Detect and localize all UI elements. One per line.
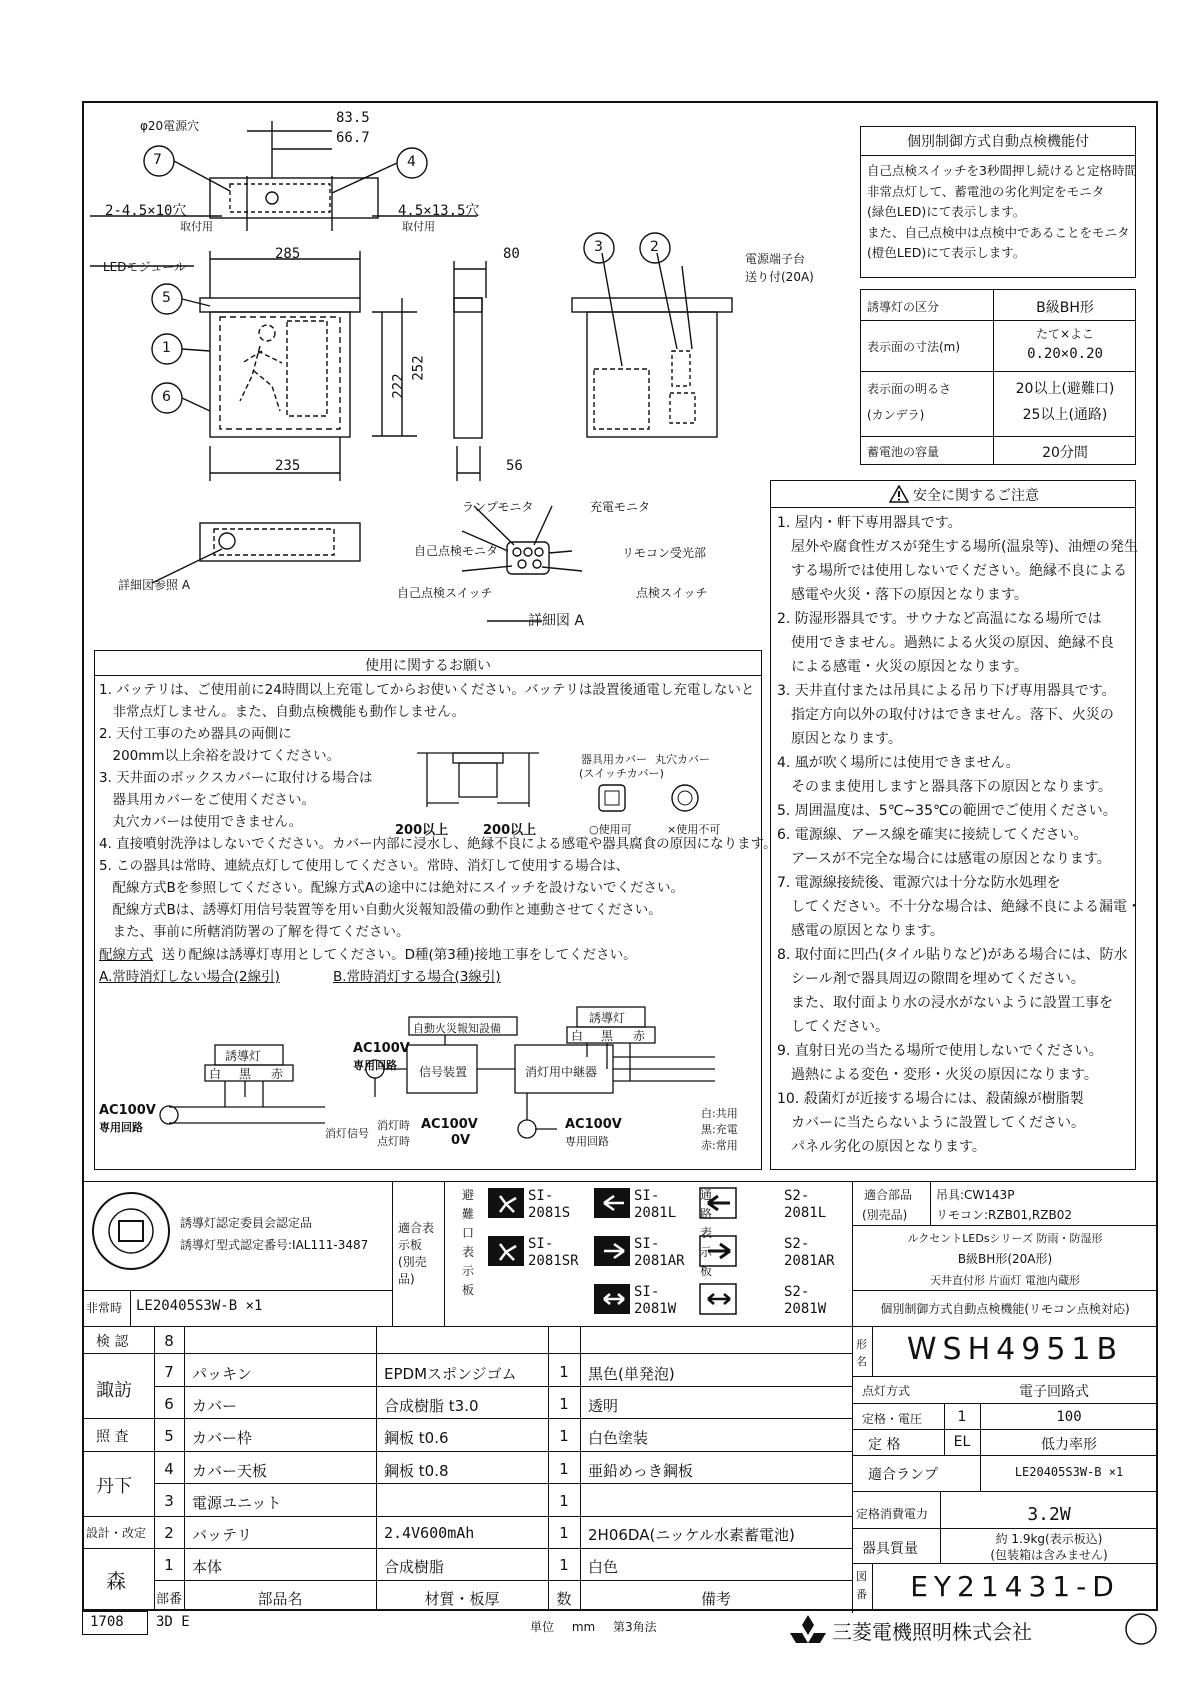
usage-box — [94, 650, 777, 1170]
side-design: 設計・改定 — [86, 1526, 147, 1540]
header-qty: 数 — [556, 1590, 572, 1608]
part-note: 黒色(単発泡) — [588, 1365, 675, 1383]
on-time-label: 点灯時 — [377, 1135, 410, 1148]
panel-si-2081sr: SI-2081SR — [528, 1236, 579, 1269]
fire-alarm-label: 自動火災報知設備 — [413, 1022, 501, 1035]
registered-circle-icon — [1124, 1612, 1158, 1646]
safety-line: してください。不十分な場合は、絶縁不良による漏電・ — [777, 899, 1141, 915]
remote-receiver-label: リモコン受光部 — [622, 546, 707, 560]
callout-4: 4 — [407, 154, 416, 170]
warning-icon — [889, 485, 909, 503]
usage-line: 配線方式Bは、誘導灯用信号装置等を用い自動火災報知設備の動作と連動させてください。 — [99, 902, 662, 918]
self-check-switch-label: 自己点検スイッチ — [397, 586, 493, 600]
part-qty: 1 — [559, 1492, 569, 1510]
spec-size-sub: たて×よこ — [1035, 327, 1095, 341]
terminal-sub: 送り付(20A) — [745, 270, 814, 284]
compat-hanger: 吊具:CW143P — [936, 1188, 1015, 1202]
weight-note: (包装箱は含みません) — [990, 1548, 1108, 1562]
mount-holes-sub: 取付用 — [180, 220, 213, 233]
dim-285: 285 — [275, 246, 301, 262]
emergency-value: LE20405S3W-B ×1 — [136, 1298, 263, 1314]
safety-line: 10. 殺菌灯が近接する場合には、殺菌線が樹脂製 — [777, 1091, 1084, 1107]
spec-box — [860, 289, 1136, 465]
lamp-value: LE20405S3W-B ×1 — [1014, 1465, 1124, 1479]
feature-title: 個別制御方式自動点検機能付 — [907, 134, 1089, 150]
usage-line: 器具用カバーをご使用ください。 — [99, 792, 315, 808]
part-qty: 1 — [559, 1556, 569, 1574]
rating-label: 定 格 — [868, 1437, 901, 1453]
part-qty: 1 — [559, 1460, 569, 1478]
side-check: 照 査 — [96, 1429, 129, 1445]
safety-line: アースが不完全な場合には感電の原因となります。 — [777, 851, 1111, 867]
part-material: 2.4V600mAh — [384, 1524, 475, 1542]
model-number: WSH4951B — [906, 1332, 1124, 1367]
header-part-no: 部番 — [155, 1592, 182, 1607]
product-class: B級BH形(20A形) — [957, 1252, 1053, 1266]
part-qty: 1 — [559, 1395, 569, 1413]
rated-voltage-value: 100 — [1056, 1409, 1082, 1425]
wiring-text: 送り配線は誘導灯専用としてください。D種(第3種)接地工事をしてください。 — [161, 947, 637, 963]
panel-si-2081s: SI-2081S — [528, 1188, 571, 1221]
self-check-monitor-label: 自己点検モニタ — [414, 544, 499, 558]
compat-remote: リモコン:RZB01,RZB02 — [936, 1208, 1072, 1222]
usage-line: 2. 天付工事のため器具の両側に — [99, 726, 292, 742]
wiring-a-lamp: 誘導灯 — [225, 1049, 262, 1063]
safety-line: してください。 — [777, 1019, 889, 1035]
part-name: パッキン — [192, 1365, 252, 1383]
spec-class-value: B級BH形 — [1036, 300, 1094, 316]
legend-white: 白:共用 — [701, 1107, 738, 1120]
dim-222: 222 — [390, 373, 407, 399]
safety-line: 2. 防湿形器具です。サウナなど高温になる場所では — [777, 611, 1102, 627]
wiring-b-red: 赤 — [633, 1029, 646, 1043]
part-no: 6 — [164, 1395, 174, 1413]
feature-line: (緑色LED)にて表示します。 — [867, 204, 1026, 219]
cover-a-sub: (スイッチカバー) — [579, 767, 664, 780]
safety-line: 感電や火災・落下の原因となります。 — [777, 587, 1028, 603]
safety-line: 指定方向以外の取付けはできません。落下、火災の — [777, 707, 1114, 723]
rating-value: 低力率形 — [1041, 1437, 1097, 1453]
wiring-b-lamp: 誘導灯 — [589, 1011, 626, 1025]
usage-line: 配線方式Bを参照してください。配線方式Aの途中には絶対にスイッチを設けないでください。 — [99, 880, 684, 896]
part-qty: 1 — [559, 1524, 569, 1542]
off-time-label: 消灯時 — [377, 1119, 410, 1132]
safety-line: 3. 天井直付または吊具による吊り下げ専用器具です。 — [777, 683, 1116, 699]
wiring-b-black: 黒 — [601, 1029, 614, 1043]
safety-line: 1. 屋内・軒下専用器具です。 — [777, 515, 962, 531]
product-drawing — [82, 101, 862, 661]
safety-line: 6. 電源線、アース線を確実に接続してください。 — [777, 827, 1088, 843]
wiring-a-source-sub: 専用回路 — [99, 1121, 143, 1134]
part-note: 白色 — [588, 1558, 619, 1576]
certification-seal-icon — [90, 1190, 172, 1272]
panel-si-2081l: SI-2081L — [634, 1188, 677, 1221]
feature-text — [867, 161, 1137, 264]
detail-title: 詳細図 A — [528, 613, 585, 629]
dim-252: 252 — [410, 355, 427, 381]
usage-line: 非常点灯しません。また、自動点検機能も動作しません。 — [99, 704, 466, 720]
compat-label-sub: (別売品) — [862, 1208, 908, 1222]
lamp-label: 適合ランプ — [868, 1467, 938, 1483]
usage-line: 1. バッテリは、ご使用前に24時間以上充電してからお使いください。バッテリは設置後通電し充電しないと — [99, 682, 755, 698]
clearance-diagram — [413, 747, 543, 821]
dim-56: 56 — [506, 458, 523, 474]
safety-line: 8. 取付面に凹凸(タイル貼りなど)がある場合には、防水 — [777, 947, 1128, 963]
callout-7: 7 — [153, 152, 162, 168]
legend-black: 黒:充電 — [701, 1123, 738, 1136]
off-voltage: AC100V — [421, 1117, 478, 1132]
feature-line: 自己点検スイッチを3秒間押し続けると定格時間 — [867, 163, 1137, 178]
wiring-b-ac-sub: 専用回路 — [565, 1135, 609, 1148]
relay-label: 消灯用中継器 — [525, 1065, 598, 1079]
part-name: カバー — [192, 1397, 238, 1415]
lamp-monitor-label: ランプモニタ — [462, 500, 534, 514]
weight-value: 約 1.9kg(表示板込) — [995, 1532, 1103, 1546]
safety-line: そのまま使用しますと器具落下の原因となります。 — [777, 779, 1112, 795]
emergency-label: 非常時 — [86, 1301, 123, 1315]
spec-battery-value: 20分間 — [1042, 445, 1088, 461]
safety-line: による感電・火災の原因となります。 — [777, 659, 1028, 675]
wiring-title: 配線方式 — [99, 947, 153, 963]
spec-battery-label: 蓄電池の容量 — [867, 445, 940, 459]
cert-line2: 誘導灯型式認定番号:IAL111-3487 — [180, 1238, 369, 1252]
side-inspect: 検 認 — [96, 1334, 129, 1350]
rated-voltage-phase: 1 — [957, 1409, 967, 1425]
spec-size-label: 表示面の寸法(m) — [867, 340, 961, 354]
product-function: 個別制御方式自動点検機能(リモコン点検対応) — [880, 1302, 1130, 1316]
drawing-number: EY21431-D — [910, 1570, 1120, 1603]
clearance-left: 200以上 — [395, 823, 449, 838]
model-label: 形名 — [856, 1338, 867, 1368]
mount-hole-label: 4.5×13.5穴 — [398, 203, 480, 219]
wiring-b-title: B.常時消灯する場合(3線引) — [333, 969, 501, 985]
safety-line: カバーに当たらないように設置してください。 — [777, 1115, 1085, 1131]
part-material: 合成樹脂 t3.0 — [384, 1397, 479, 1415]
part-note: 亜鉛めっき鋼板 — [588, 1462, 693, 1480]
safety-line: 屋外や腐食性ガスが発生する場所(温泉等)、油煙の発生 — [777, 539, 1138, 555]
safety-line: 9. 直射日光の当たる場所で使用しないでください。 — [777, 1043, 1103, 1059]
spec-brightness-value2: 25以上(通路) — [1022, 407, 1108, 423]
check-switch-label: 点検スイッチ — [636, 586, 708, 600]
drawing-no-label: 図番 — [856, 1570, 867, 1601]
part-no: 7 — [164, 1363, 174, 1381]
part-name: バッテリ — [192, 1526, 253, 1544]
mount-holes-label: 2-4.5×10穴 — [105, 203, 187, 219]
safety-line: また、取付面より水の浸水がないように設置工事を — [777, 995, 1113, 1011]
cert-line1: 誘導灯認定委員会認定品 — [180, 1216, 313, 1230]
wiring-b-source: AC100V — [353, 1041, 410, 1056]
part-no: 3 — [164, 1492, 174, 1510]
callout-2: 2 — [650, 239, 659, 255]
part-material: 合成樹脂 — [384, 1558, 445, 1576]
safety-line: 原因となります。 — [777, 731, 902, 747]
callout-6: 6 — [162, 389, 171, 405]
part-no: 1 — [164, 1556, 174, 1574]
panels-label: 適合表示板(別売品) — [398, 1221, 435, 1286]
company-logo-icon — [790, 1613, 826, 1645]
part-name: カバー天板 — [192, 1462, 268, 1480]
callout-3: 3 — [594, 239, 603, 255]
part-note: 白色塗装 — [588, 1429, 649, 1447]
signal-device-label: 信号装置 — [419, 1065, 468, 1079]
spec-size-value: 0.20×0.20 — [1027, 346, 1103, 362]
dim-83-5: 83.5 — [336, 110, 370, 126]
header-note: 備考 — [700, 1590, 731, 1608]
cover-a-label: 器具用カバー — [581, 753, 647, 766]
cover-ng: ×使用不可 — [667, 823, 721, 836]
part-name: 本体 — [192, 1558, 223, 1576]
escape-panel-label: 避難口表示板 — [462, 1188, 475, 1297]
usage-line: 3. 天井面のボックスカバーに取付ける場合は — [99, 770, 373, 786]
part-name: カバー枠 — [192, 1429, 253, 1447]
usage-line: 5. この器具は常時、連続点灯して使用してください。常時、消灯して使用する場合は、 — [99, 858, 630, 874]
product-type: 天井直付形 片面灯 電池内蔵形 — [930, 1274, 1080, 1287]
spec-brightness-value1: 20以上(避難口) — [1015, 381, 1115, 397]
power-value: 3.2W — [1027, 1504, 1071, 1525]
power-label: 定格消費電力 — [856, 1507, 929, 1521]
panel-si-2081ar: SI-2081AR — [634, 1236, 685, 1269]
feature-box — [860, 126, 1136, 278]
spec-brightness-sub: (カンデラ) — [867, 408, 925, 422]
part-qty: 1 — [559, 1427, 569, 1445]
cover-b-label: 丸穴カバー — [655, 753, 710, 766]
callout-1: 1 — [162, 340, 171, 356]
dim-66-7: 66.7 — [336, 130, 370, 146]
panel-s2-2081l: S2-2081L — [784, 1188, 827, 1221]
company-name: 三菱電機照明株式会社 — [832, 1620, 1032, 1644]
on-voltage: 0V — [451, 1133, 471, 1148]
safety-line: シール剤で器具周辺の隙間を埋めてください。 — [777, 971, 1085, 987]
wiring-a-source: AC100V — [99, 1103, 156, 1118]
charge-monitor-label: 充電モニタ — [590, 500, 651, 514]
part-name: 電源ユニット — [192, 1494, 282, 1512]
legend-red: 赤:常用 — [701, 1139, 738, 1152]
side-tange: 丹下 — [96, 1476, 132, 1497]
wiring-a-white: 白 — [209, 1067, 222, 1081]
off-signal-label: 消灯信号 — [325, 1127, 369, 1140]
spec-class-label: 誘導灯の区分 — [867, 300, 940, 314]
safety-title: 安全に関するご注意 — [913, 488, 1039, 504]
wiring-a-black: 黒 — [239, 1067, 252, 1081]
aisle-panel-label: 通路表示板 — [700, 1188, 713, 1278]
panel-s2-2081ar: S2-2081AR — [784, 1236, 835, 1269]
feature-line: 非常点灯して、蓄電池の劣化判定をモニタ — [867, 183, 1105, 199]
wiring-b-source-sub: 専用回路 — [353, 1059, 397, 1072]
feature-line: また、自己点検中は点検中であることをモニタ — [867, 224, 1130, 240]
safety-line: 4. 風が吹く場所には使用できません。 — [777, 755, 1020, 771]
footer-code2: 3D E — [156, 1614, 190, 1630]
wiring-a-red: 赤 — [271, 1067, 284, 1081]
part-material: EPDMスポンジゴム — [384, 1365, 517, 1383]
product-series: ルクセントLEDsシリーズ 防雨・防湿形 — [907, 1232, 1103, 1245]
safety-line: 感電の原因となります。 — [777, 923, 944, 939]
part-no: 4 — [164, 1460, 174, 1478]
power-hole-label: φ20電源穴 — [140, 119, 200, 133]
lighting-method-label: 点灯方式 — [862, 1384, 911, 1398]
wiring-b-white: 白 — [571, 1029, 584, 1043]
part-material: 鋼板 t0.6 — [384, 1429, 449, 1447]
wiring-method — [99, 943, 637, 963]
part-material: 鋼板 t0.8 — [384, 1462, 449, 1480]
feature-line: (橙色LED)にて表示します。 — [867, 245, 1026, 260]
safety-line: する場所では使用しないでください。絶縁不良による — [777, 563, 1127, 579]
header-material: 材質・板厚 — [424, 1590, 500, 1608]
footer-code: 1708 — [90, 1614, 124, 1630]
part-no: 8 — [164, 1332, 174, 1350]
side-mori: 森 — [106, 1569, 126, 1593]
safety-line: 7. 電源線接続後、電源穴は十分な防水処理を — [777, 875, 1061, 891]
cover-ok: ○使用可 — [589, 823, 632, 836]
footer-unit: 単位 mm 第3角法 — [530, 1620, 657, 1634]
weight-label: 器具質量 — [862, 1541, 918, 1557]
part-note: 2H06DA(ニッケル水素蓄電池) — [588, 1526, 795, 1544]
rating-el: EL — [953, 1434, 971, 1450]
part-qty: 1 — [559, 1363, 569, 1381]
safety-line: 過熱による変色・変形・火災の原因になります。 — [777, 1067, 1098, 1083]
rated-voltage-label: 定格・電圧 — [862, 1412, 923, 1426]
wiring-b-ac: AC100V — [565, 1117, 622, 1132]
led-module-label: LEDモジュール — [103, 260, 187, 274]
compat-label: 適合部品 — [864, 1188, 913, 1202]
usage-line: 丸穴カバーは使用できません。 — [99, 814, 303, 830]
safety-line: パネル劣化の原因となります。 — [777, 1139, 986, 1155]
panel-s2-2081w: S2-2081W — [784, 1284, 827, 1317]
usage-line: 4. 直接噴射洗浄はしないでください。カバー内部に浸水し、絶縁不良による感電や器具腐食の原因になります。 — [99, 836, 777, 852]
side-suwa: 諏訪 — [96, 1380, 132, 1401]
wiring-a-title: A.常時消灯しない場合(2線引) — [99, 969, 280, 985]
cover-icons — [593, 781, 713, 817]
safety-text — [777, 511, 1141, 1159]
terminal-label: 電源端子台 — [745, 252, 806, 266]
lighting-method-value: 電子回路式 — [1019, 1384, 1089, 1400]
usage-line: 200mm以上余裕を設けてください。 — [99, 748, 341, 764]
usage-title: 使用に関するお願い — [365, 658, 491, 674]
callout-5: 5 — [162, 290, 171, 306]
safety-box — [770, 480, 1141, 1170]
panel-si-2081w: SI-2081W — [634, 1284, 677, 1317]
dim-80: 80 — [503, 246, 520, 262]
part-note: 透明 — [588, 1397, 619, 1415]
safety-line: 使用できません。過熱による火災の原因、絶縁不良 — [777, 635, 1114, 651]
part-no: 2 — [164, 1524, 174, 1542]
part-no: 5 — [164, 1427, 174, 1445]
dim-235: 235 — [275, 458, 301, 474]
detail-reference: 詳細図参照 A — [118, 578, 191, 592]
clearance-right: 200以上 — [483, 823, 537, 838]
spec-brightness-label: 表示面の明るさ — [867, 382, 952, 396]
safety-line: 5. 周囲温度は、5℃~35℃の範囲でご使用ください。 — [777, 803, 1117, 819]
usage-line: また、事前に所轄消防署の了解を得てください。 — [99, 924, 410, 940]
header-part-name: 部品名 — [257, 1590, 303, 1608]
mount-hole-sub: 取付用 — [402, 220, 435, 233]
